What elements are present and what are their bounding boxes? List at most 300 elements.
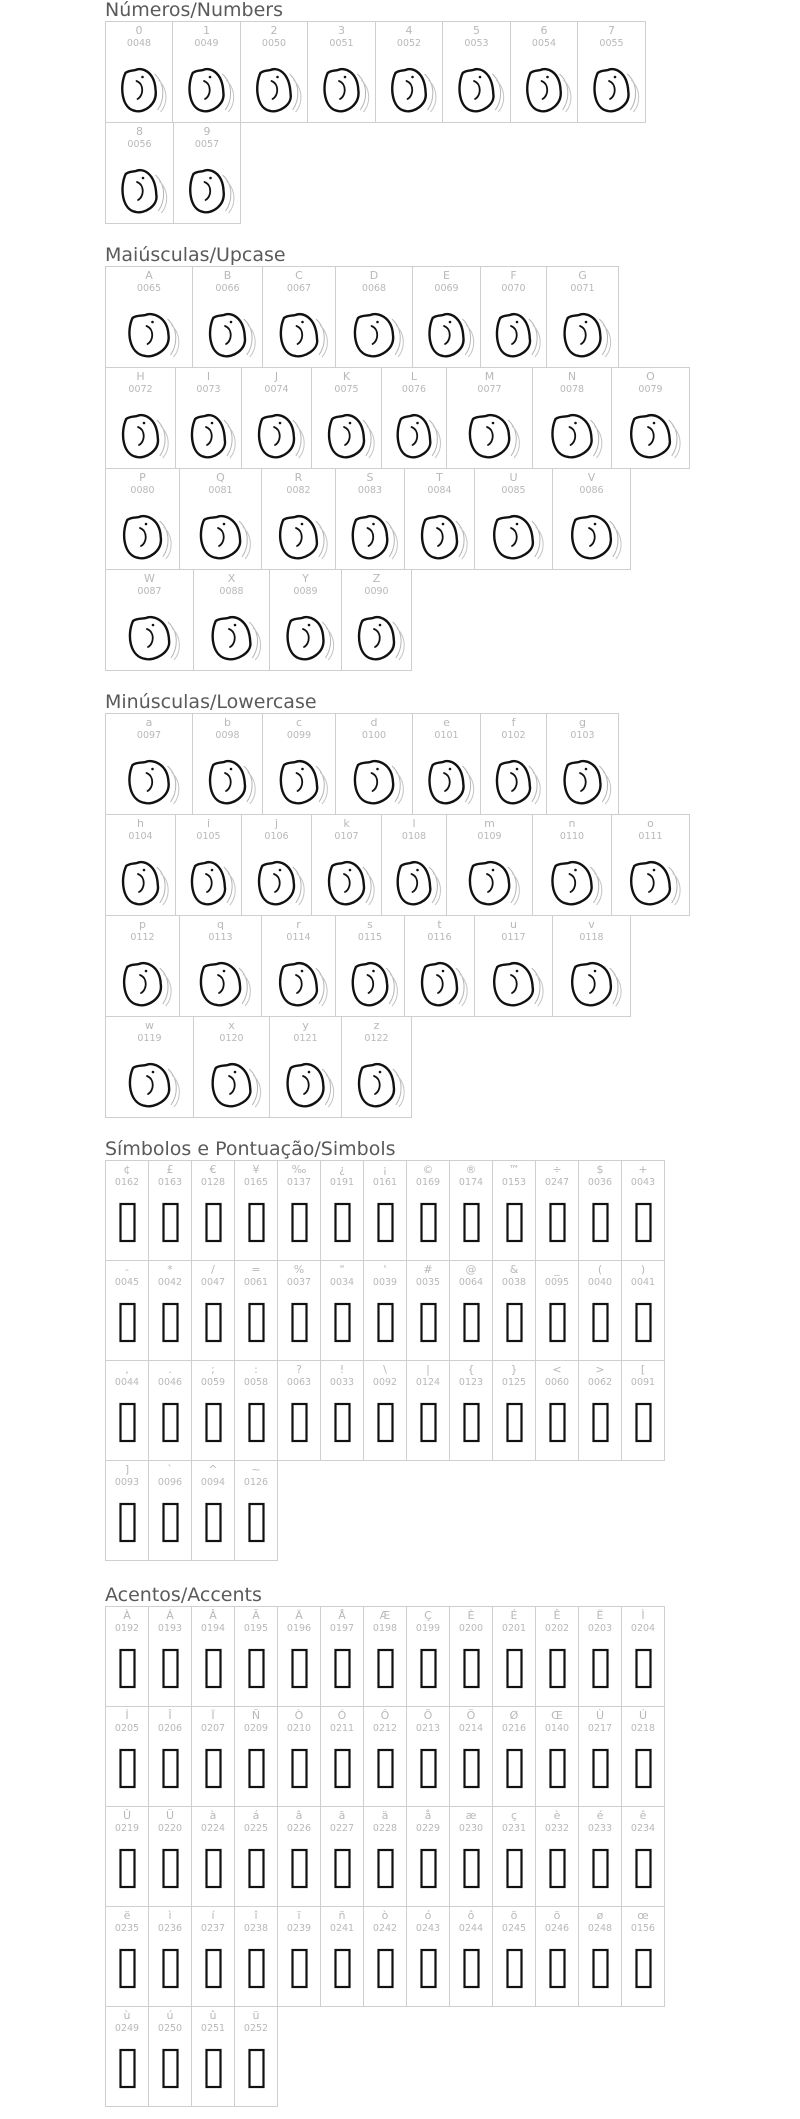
glyph-code-label: 0054 xyxy=(531,38,557,49)
glyph-cell xyxy=(532,367,612,469)
missing-glyph-box xyxy=(106,1607,149,1707)
glyph-cell xyxy=(578,1706,622,1807)
glyph-cell xyxy=(105,2006,149,2107)
missing-glyph-box xyxy=(536,1807,579,1907)
glyph-character-label: P xyxy=(139,471,146,484)
glyph-character-label: e xyxy=(443,716,450,729)
glyph-character-label: Ì xyxy=(641,1609,645,1622)
missing-glyph-box xyxy=(493,1261,536,1361)
missing-glyph-box xyxy=(407,1161,450,1261)
glyph-code-label: 0206 xyxy=(157,1723,183,1734)
glyph-code-label: 0204 xyxy=(630,1623,656,1634)
glyph-character-label: O xyxy=(646,370,655,383)
glyph-cell xyxy=(577,21,646,123)
glyph-character-label: B xyxy=(223,269,232,282)
glyph-character-label: 8 xyxy=(136,125,143,138)
glyph-code-label: 0081 xyxy=(208,485,233,496)
glyph-cell xyxy=(404,915,475,1017)
glyph-code-label: 0235 xyxy=(114,1923,140,1934)
missing-glyph-box xyxy=(192,1707,235,1807)
glyph-cell xyxy=(191,1706,235,1807)
glyph-cell xyxy=(105,1160,149,1261)
missing-glyph-box xyxy=(450,1161,493,1261)
glyph-character-label: ê xyxy=(639,1809,647,1822)
glyph-cell xyxy=(363,1360,407,1461)
missing-glyph-box xyxy=(278,1161,321,1261)
glyph-code-label: 0080 xyxy=(130,485,155,496)
glyph-character-label: X xyxy=(227,572,236,585)
glyph-cell xyxy=(148,2006,192,2107)
missing-glyph-box xyxy=(149,1261,192,1361)
glyph-cell xyxy=(406,1706,450,1807)
glyph-cell xyxy=(578,1360,622,1461)
glyph-code-label: 0038 xyxy=(501,1277,527,1288)
glyph-cell xyxy=(175,814,242,916)
glyph-cell xyxy=(446,367,533,469)
glyph-code-label: 0040 xyxy=(587,1277,613,1288)
glyph-character-label: @ xyxy=(465,1263,477,1276)
glyph-cell xyxy=(105,367,176,469)
glyph-character-label: + xyxy=(638,1163,648,1176)
glyph-cell xyxy=(240,21,308,123)
glyph-cell xyxy=(148,1360,192,1461)
glyph-code-label: 0088 xyxy=(219,586,244,597)
glyph-character-label: Û xyxy=(122,1809,132,1822)
glyph-cell xyxy=(535,1706,579,1807)
missing-glyph-box xyxy=(235,1807,278,1907)
glyph-cell xyxy=(363,1806,407,1907)
glyph-code-label: 0065 xyxy=(136,283,162,294)
glyph-code-label: 0118 xyxy=(579,932,604,943)
glyph-code-label: 0207 xyxy=(200,1723,226,1734)
glyph-cell xyxy=(193,1016,270,1118)
glyph-code-label: 0045 xyxy=(114,1277,140,1288)
glyph-cell xyxy=(474,915,553,1017)
glyph-code-label: 0201 xyxy=(501,1623,527,1634)
section-title: Maiúsculas/Upcase xyxy=(105,244,286,266)
glyph-code-label: 0086 xyxy=(579,485,604,496)
missing-glyph-box xyxy=(622,1807,665,1907)
glyph-cell xyxy=(406,1260,450,1361)
glyph-character-label: ì xyxy=(168,1909,172,1922)
glyph-character-label: ú xyxy=(166,2009,174,2022)
glyph-code-label: 0061 xyxy=(243,1277,269,1288)
glyph-cell xyxy=(404,468,475,570)
glyph-character-label: s xyxy=(367,918,373,931)
glyph-cell xyxy=(492,1160,536,1261)
glyph-cell xyxy=(105,266,193,368)
glyph-code-label: 0108 xyxy=(401,831,427,842)
glyph-code-label: 0076 xyxy=(401,384,427,395)
glyph-code-label: 0102 xyxy=(501,730,526,741)
glyph-character-label: D xyxy=(369,269,379,282)
glyph-code-label: 0219 xyxy=(114,1823,140,1834)
glyph-character-label: ó xyxy=(424,1909,432,1922)
glyph-code-label: 0035 xyxy=(415,1277,441,1288)
glyph-character-label: Ù xyxy=(595,1709,605,1722)
glyph-cell xyxy=(532,814,612,916)
glyph-character-label: Ñ xyxy=(251,1709,261,1722)
glyph-code-label: 0137 xyxy=(286,1177,312,1188)
glyph-character-label: Ä xyxy=(295,1609,303,1622)
glyph-cell xyxy=(191,1906,235,2007)
glyph-code-label: 0196 xyxy=(286,1623,312,1634)
glyph-code-label: 0103 xyxy=(570,730,595,741)
glyph-cell xyxy=(191,2006,235,2107)
glyph-code-label: 0055 xyxy=(599,38,624,49)
glyph-code-label: 0087 xyxy=(137,586,162,597)
glyph-character-label: U xyxy=(509,471,518,484)
glyph-character-label: Ê xyxy=(553,1609,561,1622)
glyph-code-label: 0250 xyxy=(157,2023,183,2034)
missing-glyph-box xyxy=(192,1361,235,1461)
missing-glyph-box xyxy=(536,1161,579,1261)
glyph-character-label: ; xyxy=(211,1363,215,1376)
glyph-cell xyxy=(105,1706,149,1807)
missing-glyph-box xyxy=(622,1707,665,1807)
glyph-cell xyxy=(621,1160,665,1261)
missing-glyph-box xyxy=(493,1807,536,1907)
missing-glyph-box xyxy=(321,1907,364,2007)
missing-glyph-box xyxy=(493,1361,536,1461)
glyph-character-label: È xyxy=(467,1609,475,1622)
glyph-character-label: K xyxy=(342,370,351,383)
glyph-character-label: & xyxy=(509,1263,519,1276)
glyph-character-label: d xyxy=(370,716,378,729)
glyph-code-label: 0191 xyxy=(329,1177,355,1188)
missing-glyph-box xyxy=(493,1607,536,1707)
glyph-code-label: 0067 xyxy=(286,283,312,294)
glyph-character-label: Ö xyxy=(466,1709,476,1722)
glyph-character-label: C xyxy=(295,269,303,282)
glyph-cell xyxy=(269,1016,342,1118)
glyph-code-label: 0193 xyxy=(157,1623,183,1634)
glyph-character-label: t xyxy=(437,918,442,931)
glyph-cell xyxy=(480,713,547,815)
glyph-code-label: 0217 xyxy=(587,1723,613,1734)
glyph-code-label: 0066 xyxy=(215,283,240,294)
glyph-character-label: Æ xyxy=(379,1609,391,1622)
glyph-cell xyxy=(307,21,376,123)
glyph-cell xyxy=(381,367,447,469)
glyph-cell xyxy=(173,122,241,224)
glyph-code-label: 0058 xyxy=(243,1377,269,1388)
glyph-code-label: 0085 xyxy=(501,485,526,496)
glyph-character-label: W xyxy=(144,572,155,585)
glyph-code-label: 0096 xyxy=(157,1477,183,1488)
glyph-code-label: 0082 xyxy=(286,485,311,496)
glyph-code-label: 0060 xyxy=(544,1377,570,1388)
glyph-cell xyxy=(261,468,336,570)
glyph-code-label: 0043 xyxy=(630,1177,656,1188)
glyph-cell xyxy=(277,1906,321,2007)
glyph-character-label: û xyxy=(209,2009,217,2022)
glyph-cell xyxy=(234,1160,278,1261)
glyph-cell xyxy=(234,1606,278,1707)
glyph-code-label: 0039 xyxy=(372,1277,398,1288)
glyph-character-label: ¿ xyxy=(339,1163,345,1176)
glyph-code-label: 0033 xyxy=(329,1377,355,1388)
glyph-character-label: Z xyxy=(372,572,381,585)
glyph-code-label: 0225 xyxy=(243,1823,269,1834)
missing-glyph-box xyxy=(149,1807,192,1907)
missing-glyph-box xyxy=(579,1161,622,1261)
glyph-code-label: 0194 xyxy=(200,1623,226,1634)
glyph-code-label: 0072 xyxy=(128,384,153,395)
glyph-character-label: ‰ xyxy=(291,1163,307,1176)
missing-glyph-box xyxy=(321,1361,364,1461)
glyph-code-label: 0107 xyxy=(334,831,359,842)
glyph-character-label: í xyxy=(211,1909,215,1922)
glyph-cell xyxy=(277,1160,321,1261)
glyph-character-label: k xyxy=(343,817,350,830)
glyph-character-label: E xyxy=(443,269,450,282)
glyph-character-label: ) xyxy=(640,1263,646,1276)
missing-glyph-box xyxy=(278,1261,321,1361)
glyph-cell xyxy=(578,1260,622,1361)
glyph-cell xyxy=(578,1606,622,1707)
glyph-character-label: ~ xyxy=(251,1463,261,1476)
glyph-character-label: É xyxy=(510,1609,518,1622)
glyph-character-label: Ú xyxy=(638,1709,648,1722)
missing-glyph-box xyxy=(235,1707,278,1807)
missing-glyph-box xyxy=(235,1161,278,1261)
glyph-code-label: 0041 xyxy=(630,1277,656,1288)
glyph-character-label: Í xyxy=(125,1709,129,1722)
missing-glyph-box xyxy=(192,1461,235,1561)
missing-glyph-box xyxy=(493,1907,536,2007)
glyph-character-label: _ xyxy=(554,1263,560,1276)
missing-glyph-box xyxy=(579,1807,622,1907)
glyph-cell xyxy=(234,1906,278,2007)
glyph-cell xyxy=(381,814,447,916)
glyph-character-label: © xyxy=(422,1163,434,1176)
glyph-code-label: 0068 xyxy=(361,283,387,294)
glyph-cell xyxy=(241,367,312,469)
missing-glyph-box xyxy=(278,1707,321,1807)
glyph-cell xyxy=(406,1360,450,1461)
missing-glyph-box xyxy=(278,1807,321,1907)
glyph-code-label: 0216 xyxy=(501,1723,527,1734)
glyph-code-label: 0123 xyxy=(458,1377,484,1388)
glyph-character-label: 6 xyxy=(540,24,548,37)
glyph-cell xyxy=(179,915,262,1017)
glyph-cell xyxy=(175,367,242,469)
missing-glyph-box xyxy=(106,1361,149,1461)
glyph-cell xyxy=(621,1260,665,1361)
glyph-character-label: v xyxy=(588,918,595,931)
glyph-character-label: ! xyxy=(339,1363,345,1376)
glyph-character-label: z xyxy=(373,1019,380,1032)
glyph-code-label: 0238 xyxy=(243,1923,269,1934)
glyph-character-label: L xyxy=(410,370,418,383)
glyph-code-label: 0053 xyxy=(464,38,489,49)
glyph-code-label: 0233 xyxy=(587,1823,613,1834)
glyph-code-label: 0084 xyxy=(427,485,452,496)
glyph-character-label: ™ xyxy=(508,1163,520,1176)
glyph-code-label: 0119 xyxy=(137,1033,162,1044)
glyph-character-label: % xyxy=(293,1263,305,1276)
glyph-character-label: ] xyxy=(124,1463,130,1476)
glyph-code-label: 0203 xyxy=(587,1623,613,1634)
glyph-code-label: 0244 xyxy=(458,1923,484,1934)
glyph-code-label: 0063 xyxy=(286,1377,312,1388)
glyph-character-label: € xyxy=(209,1163,217,1176)
missing-glyph-box xyxy=(149,1907,192,2007)
missing-glyph-box xyxy=(407,1607,450,1707)
missing-glyph-box xyxy=(106,1907,149,2007)
glyph-code-label: 0124 xyxy=(415,1377,441,1388)
glyph-cell xyxy=(105,1806,149,1907)
glyph-character-label: $ xyxy=(596,1163,604,1176)
glyph-code-label: 0202 xyxy=(544,1623,570,1634)
glyph-character-label: ¢ xyxy=(123,1163,131,1176)
glyph-code-label: 0069 xyxy=(434,283,459,294)
glyph-code-label: 0111 xyxy=(638,831,663,842)
glyph-character-label: ` xyxy=(167,1463,173,1476)
glyph-character-label: ë xyxy=(123,1909,131,1922)
glyph-code-label: 0092 xyxy=(372,1377,398,1388)
glyph-cell xyxy=(449,1606,493,1707)
glyph-character-label: 1 xyxy=(203,24,210,37)
glyph-cell xyxy=(311,367,382,469)
glyph-character-label: Ô xyxy=(380,1709,390,1722)
glyph-code-label: 0105 xyxy=(196,831,221,842)
glyph-code-label: 0248 xyxy=(587,1923,613,1934)
glyph-cell xyxy=(578,1906,622,2007)
glyph-code-label: 0192 xyxy=(114,1623,140,1634)
glyph-character-label: 4 xyxy=(405,24,413,37)
glyph-cell xyxy=(449,1160,493,1261)
glyph-code-label: 0213 xyxy=(415,1723,441,1734)
glyph-character-label: q xyxy=(217,918,224,931)
glyph-code-label: 0232 xyxy=(544,1823,570,1834)
glyph-code-label: 0104 xyxy=(128,831,153,842)
missing-glyph-box xyxy=(106,1461,149,1561)
glyph-character-label: õ xyxy=(510,1909,518,1922)
glyph-cell xyxy=(621,1706,665,1807)
glyph-code-label: 0075 xyxy=(334,384,359,395)
glyph-character-label: ' xyxy=(383,1263,387,1276)
glyph-character-label: Õ xyxy=(423,1709,433,1722)
glyph-code-label: 0128 xyxy=(200,1177,226,1188)
missing-glyph-box xyxy=(192,1161,235,1261)
glyph-code-label: 0197 xyxy=(329,1623,355,1634)
glyph-cell xyxy=(320,1360,364,1461)
glyph-code-label: 0070 xyxy=(501,283,526,294)
glyph-character-label: m xyxy=(484,817,495,830)
glyph-cell xyxy=(335,915,405,1017)
glyph-character-label: Å xyxy=(338,1609,346,1622)
glyph-character-label: Ø xyxy=(509,1709,519,1722)
glyph-code-label: 0098 xyxy=(215,730,240,741)
glyph-cell xyxy=(578,1160,622,1261)
glyph-code-label: 0198 xyxy=(372,1623,398,1634)
glyph-code-label: 0174 xyxy=(458,1177,484,1188)
missing-glyph-box xyxy=(493,1161,536,1261)
missing-glyph-box xyxy=(579,1261,622,1361)
glyph-code-label: 0099 xyxy=(286,730,312,741)
glyph-character-label: ï xyxy=(297,1909,301,1922)
glyph-cell xyxy=(492,1706,536,1807)
section-title: Minúsculas/Lowercase xyxy=(105,691,317,713)
glyph-character-label: I xyxy=(206,370,211,383)
glyph-character-label: o xyxy=(647,817,654,830)
missing-glyph-box xyxy=(450,1907,493,2007)
glyph-character-label: R xyxy=(294,471,303,484)
glyph-character-label: H xyxy=(136,370,145,383)
glyph-character-label: Ã xyxy=(252,1609,260,1622)
glyph-cell xyxy=(621,1360,665,1461)
missing-glyph-box xyxy=(536,1907,579,2007)
glyph-character-label: 0 xyxy=(135,24,143,37)
glyph-cell xyxy=(148,1806,192,1907)
glyph-cell xyxy=(105,1606,149,1707)
glyph-character-label: M xyxy=(484,370,495,383)
glyph-character-label: è xyxy=(553,1809,561,1822)
glyph-code-label: 0042 xyxy=(157,1277,183,1288)
missing-glyph-box xyxy=(536,1261,579,1361)
glyph-code-label: 0047 xyxy=(200,1277,226,1288)
glyph-cell xyxy=(449,1260,493,1361)
glyph-cell xyxy=(193,569,270,671)
section-title: Símbolos e Pontuação/Simbols xyxy=(105,1138,396,1160)
missing-glyph-box xyxy=(407,1907,450,2007)
missing-glyph-box xyxy=(364,1261,407,1361)
glyph-cell xyxy=(621,1606,665,1707)
glyph-code-label: 0036 xyxy=(587,1177,613,1188)
missing-glyph-box xyxy=(579,1707,622,1807)
glyph-cell xyxy=(192,266,263,368)
glyph-code-label: 0079 xyxy=(638,384,663,395)
glyph-cell xyxy=(191,1806,235,1907)
glyph-cell xyxy=(191,1260,235,1361)
glyph-code-label: 0249 xyxy=(114,2023,140,2034)
missing-glyph-box xyxy=(106,1707,149,1807)
glyph-code-label: 0110 xyxy=(559,831,585,842)
glyph-cell xyxy=(234,1260,278,1361)
glyph-character-label: ô xyxy=(467,1909,475,1922)
glyph-cell xyxy=(234,1806,278,1907)
glyph-character-label: ¡ xyxy=(382,1163,388,1176)
glyph-code-label: 0073 xyxy=(196,384,221,395)
glyph-code-label: 0037 xyxy=(286,1277,312,1288)
glyph-code-label: 0090 xyxy=(364,586,389,597)
glyph-cell xyxy=(535,1360,579,1461)
glyph-character-label: : xyxy=(254,1363,258,1376)
glyph-cell xyxy=(241,814,312,916)
glyph-cell xyxy=(492,1260,536,1361)
glyph-cell xyxy=(105,569,194,671)
glyph-code-label: 0109 xyxy=(477,831,502,842)
glyph-cell xyxy=(191,1160,235,1261)
glyph-code-label: 0246 xyxy=(544,1923,570,1934)
glyph-character-label: " xyxy=(339,1263,345,1276)
glyph-character-label: G xyxy=(578,269,587,282)
glyph-code-label: 0089 xyxy=(293,586,318,597)
glyph-code-label: 0241 xyxy=(329,1923,355,1934)
glyph-cell xyxy=(535,1906,579,2007)
glyph-code-label: 0114 xyxy=(286,932,311,943)
glyph-cell xyxy=(449,1806,493,1907)
glyph-cell xyxy=(191,1606,235,1707)
glyph-cell xyxy=(277,1606,321,1707)
glyph-character-label: / xyxy=(211,1263,215,1276)
glyph-code-label: 0051 xyxy=(329,38,354,49)
glyph-code-label: 0214 xyxy=(458,1723,484,1734)
missing-glyph-box xyxy=(622,1361,665,1461)
glyph-character-label: S xyxy=(366,471,374,484)
